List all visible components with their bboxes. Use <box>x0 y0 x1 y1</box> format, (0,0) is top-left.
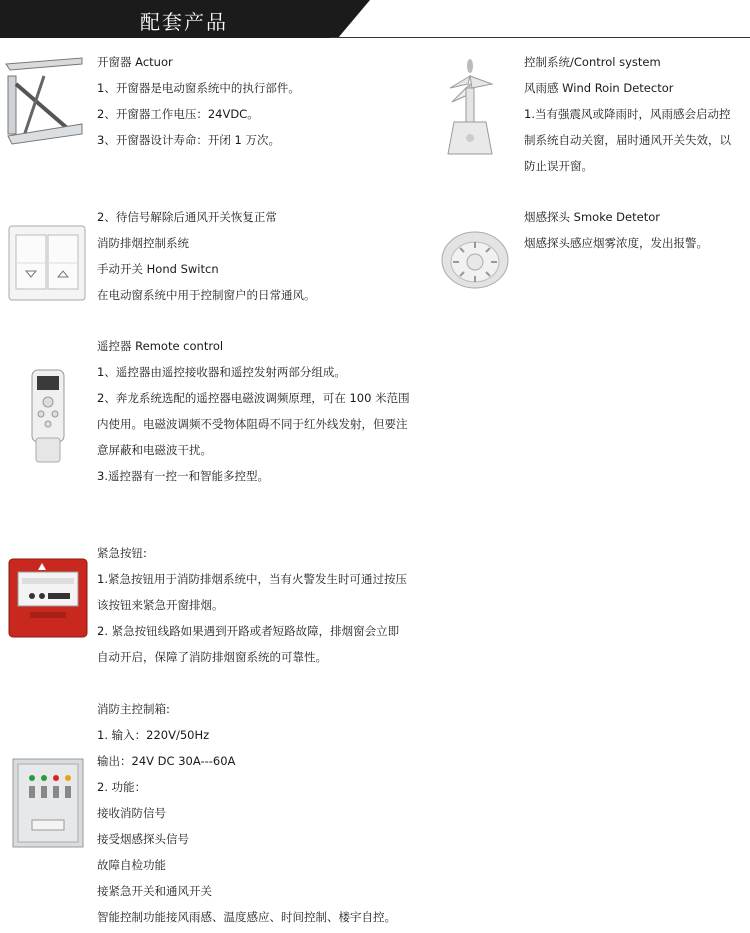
emergency-button-image <box>8 558 88 638</box>
control-system-line-3: 防止误开窗。 <box>524 159 593 173</box>
remote-control-line-4: 意屏蔽和电磁波干扰。 <box>97 443 212 457</box>
emergency-button-title: 紧急按钮: <box>97 546 147 560</box>
emergency-button-line-3: 2. 紧急按钮线路如果遇到开路或者短路故障，排烟窗会立即 <box>97 624 400 638</box>
fire-control-box-line-3: 2. 功能： <box>97 780 147 794</box>
fire-control-box-line-8: 智能控制功能接风雨感、温度感应、时间控制、楼宇自控。 <box>97 910 396 924</box>
switch-line-2: 消防排烟控制系统 <box>97 236 189 250</box>
control-system-line-1: 1.当有强震风或降雨时，风雨感会启动控 <box>524 107 731 121</box>
page-title: 配套产品 <box>140 10 228 34</box>
actuator-line-3: 3、开窗器设计寿命：开闭 1 万次。 <box>97 133 280 147</box>
header-divider <box>330 37 750 38</box>
remote-control-line-3: 内使用。电磁波调频不受物体阻碍不同于红外线发射，但要注 <box>97 417 408 431</box>
actuator-line-2: 2、开窗器工作电压：24VDC。 <box>97 107 259 121</box>
switch-line-3: 手动开关 Hond Switcn <box>97 262 219 276</box>
actuator-section <box>97 49 300 153</box>
wind-rain-detector-title: 风雨感 Wind Roin Detector <box>524 81 674 95</box>
remote-control-title: 遥控器 Remote control <box>97 339 224 353</box>
fire-control-box-line-1: 1. 输入：220V/50Hz <box>97 728 210 742</box>
control-system-section <box>524 49 748 179</box>
actuator-image <box>4 56 84 146</box>
remote-control-image <box>28 368 68 464</box>
wall-switch-image <box>8 225 86 301</box>
control-system-line-2: 制系统自动关窗，届时通风开关失效，以 <box>524 133 731 147</box>
switch-section <box>97 204 316 308</box>
remote-control-line-2: 2、奔龙系统选配的遥控器电磁波调频原理，可在 100 米范围 <box>97 391 410 405</box>
fire-control-box-image <box>12 758 84 848</box>
actuator-title: 开窗器 Actuor <box>97 55 173 69</box>
emergency-button-section <box>97 540 407 670</box>
fire-control-box-line-6: 故障自检功能 <box>97 858 166 872</box>
fire-control-box-title: 消防主控制箱: <box>97 702 170 716</box>
fire-control-box-line-5: 接受烟感探头信号 <box>97 832 189 846</box>
smoke-detector-image <box>440 226 510 292</box>
switch-line-4: 在电动窗系统中用于控制窗户的日常通风。 <box>97 288 316 302</box>
fire-control-box-line-7: 接紧急开关和通风开关 <box>97 884 212 898</box>
section-header <box>0 0 750 38</box>
smoke-detector-line-1: 烟感探头感应烟雾浓度，发出报警。 <box>524 236 708 250</box>
emergency-button-line-4: 自动开启，保障了消防排烟窗系统的可靠性。 <box>97 650 327 664</box>
remote-control-line-5: 3.遥控器有一控一和智能多控型。 <box>97 469 269 483</box>
fire-control-box-line-4: 接收消防信号 <box>97 806 166 820</box>
remote-control-line-1: 1、遥控器由遥控接收器和遥控发射两部分组成。 <box>97 365 346 379</box>
fire-control-box-section <box>97 696 396 930</box>
emergency-button-line-1: 1.紧急按钮用于消防排烟系统中，当有火警发生时可通过按压 <box>97 572 407 586</box>
smoke-detector-section <box>524 204 708 256</box>
remote-control-section <box>97 333 410 489</box>
actuator-line-1: 1、开窗器是电动窗系统中的执行部件。 <box>97 81 300 95</box>
control-system-title: 控制系统/Control system <box>524 55 661 69</box>
emergency-button-line-2: 该按钮来紧急开窗排烟。 <box>97 598 224 612</box>
switch-line-1: 2、待信号解除后通风开关恢复正常 <box>97 210 277 224</box>
smoke-detector-title: 烟感探头 Smoke Detetor <box>524 210 660 224</box>
fire-control-box-line-2: 输出：24V DC 30A---60A <box>97 754 236 768</box>
wind-rain-detector-image <box>440 58 500 158</box>
